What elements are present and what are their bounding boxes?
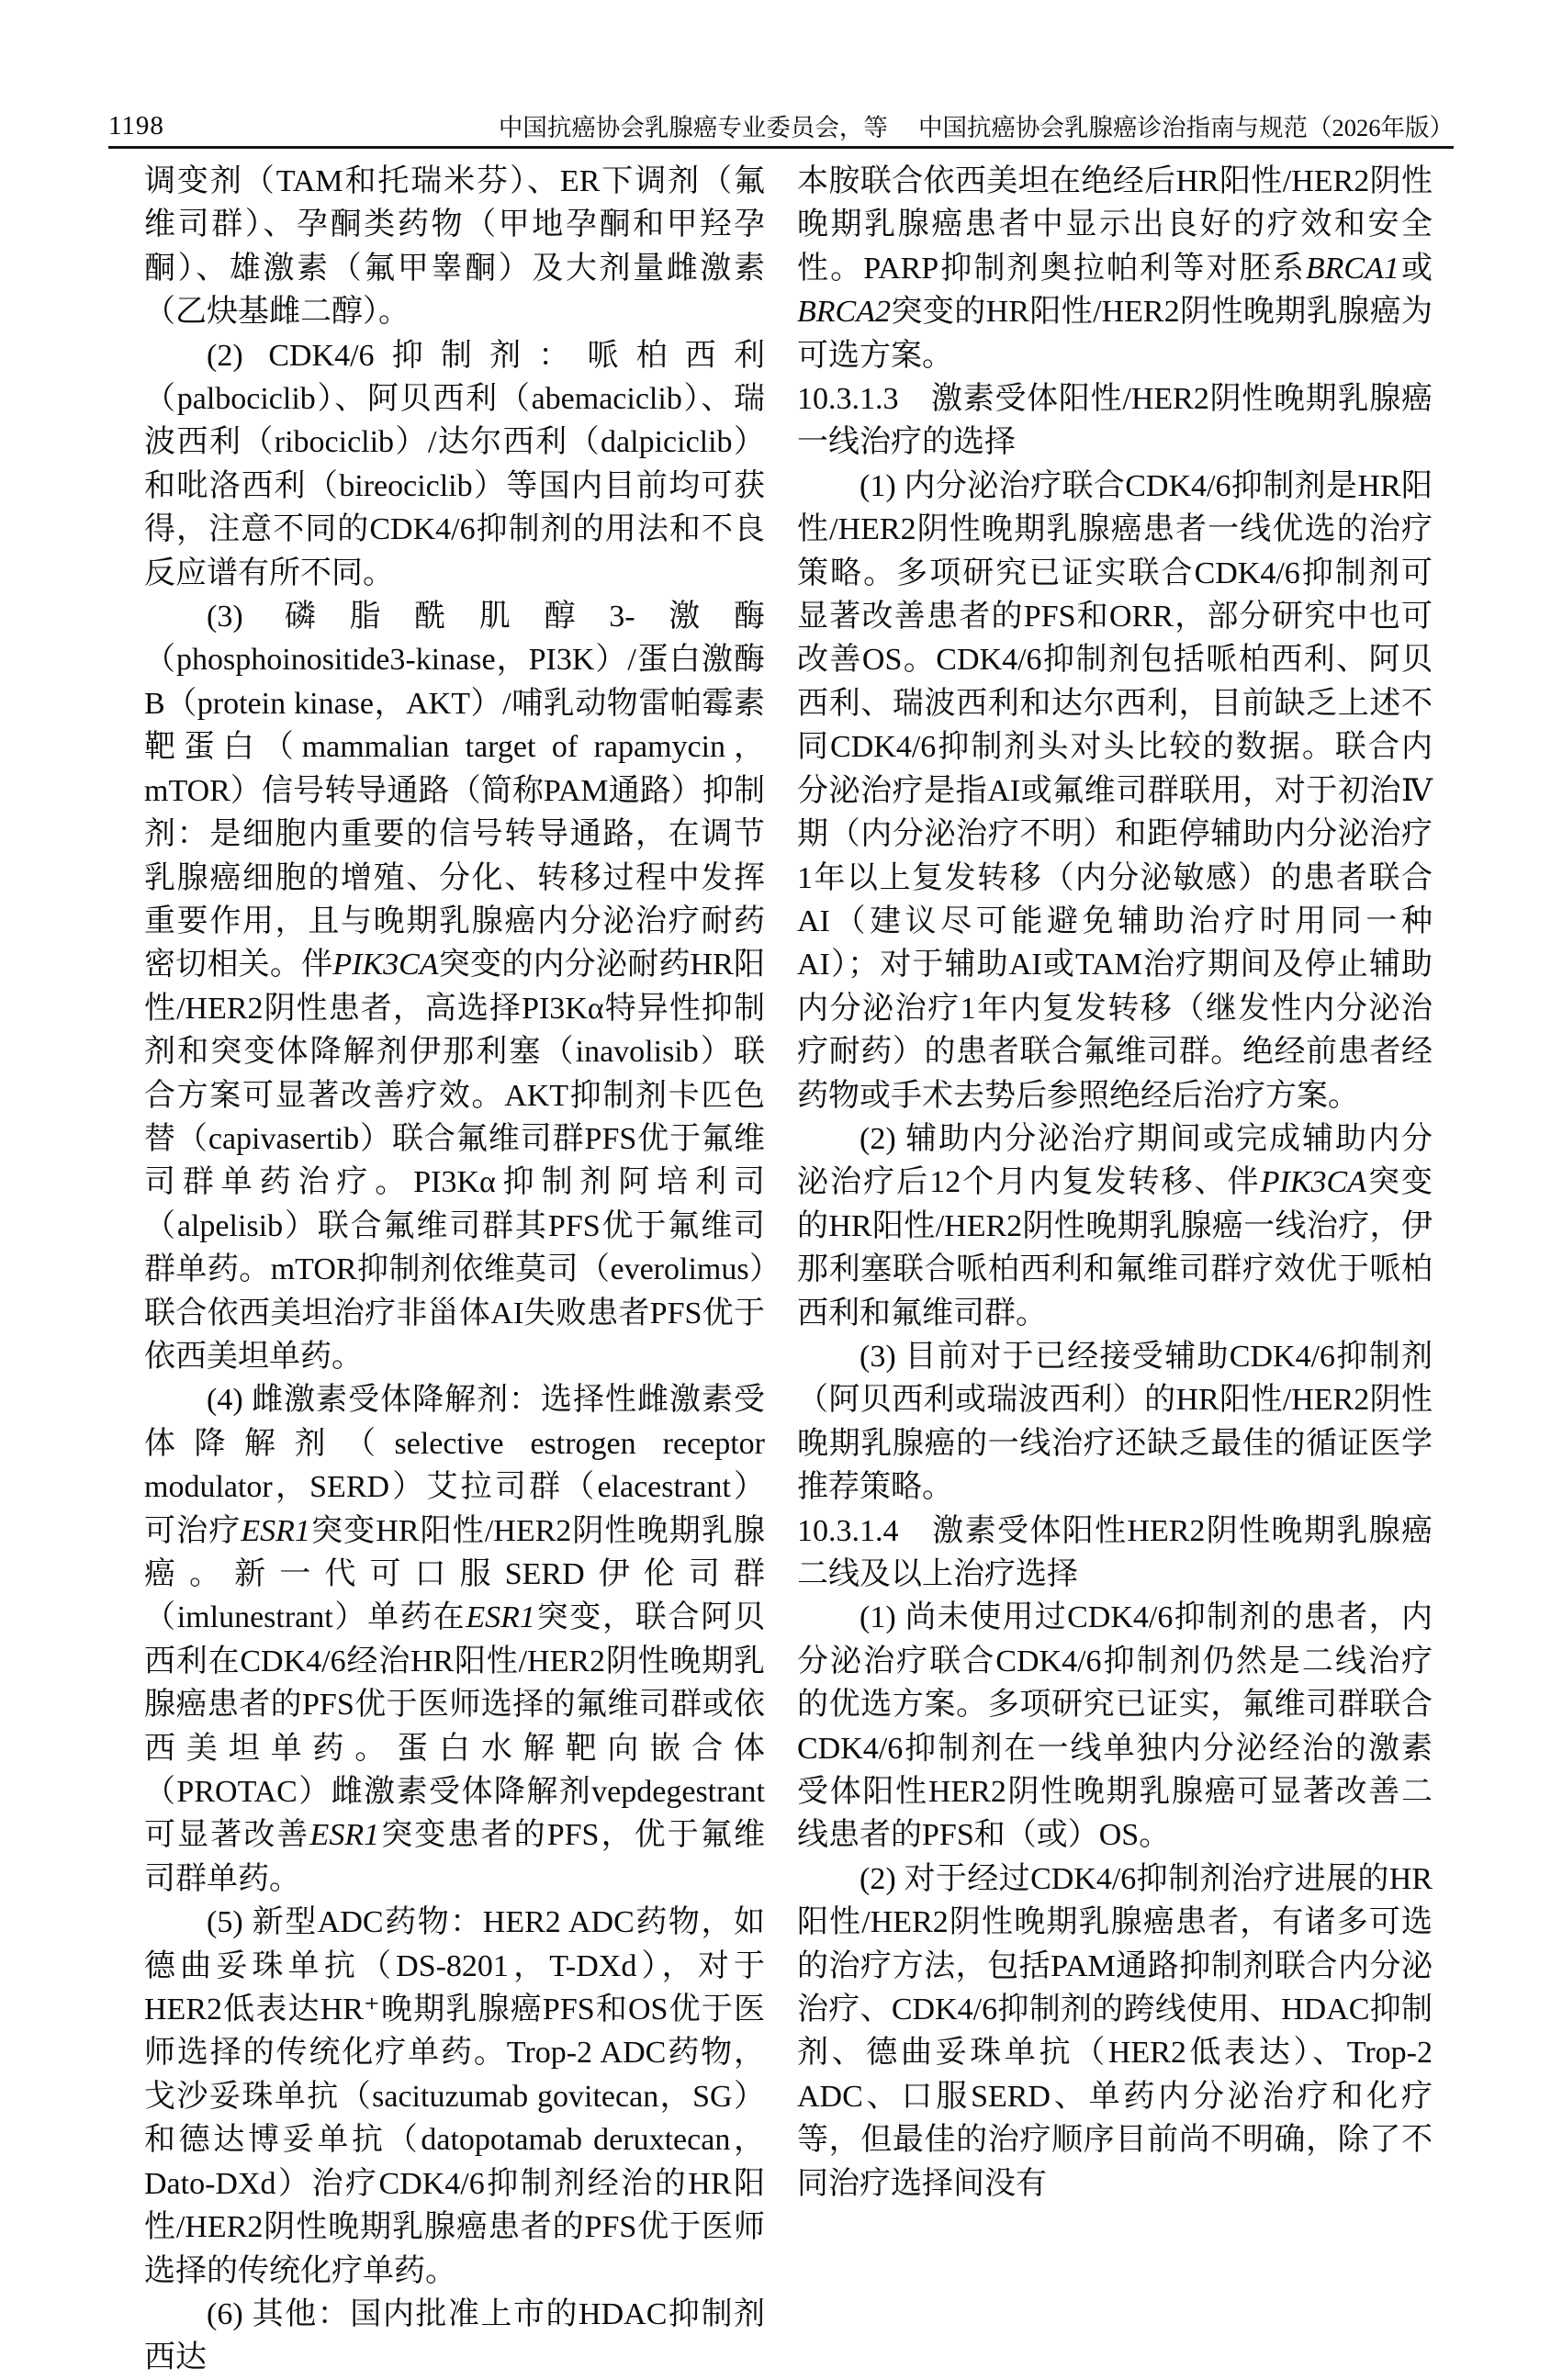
left-column bbox=[144, 160, 765, 2380]
paragraph bbox=[144, 1901, 765, 2293]
text-run: 突变，联合阿贝西利在CDK4/6经治HR阳性/HER2阴性晚期乳腺癌患者的PFS优于医师选择的氟维司群或依西美坦单药。蛋白水解靶向嵌合体（PROTAC）雌激素受体降解剂vepdegestrant可显著改善 bbox=[144, 1600, 765, 1853]
text-run: 10.3.1.3 激素受体阳性/HER2阴性晚期乳腺癌一线治疗的选择 bbox=[797, 382, 1433, 460]
text-run: (3) 目前对于已经接受辅助CDK4/6抑制剂（阿贝西利或瑞波西利）的HR阳性/HER2阴性晚期乳腺癌的一线治疗还缺乏最佳的循证医学推荐策略。 bbox=[797, 1339, 1433, 1505]
paragraph-fragment bbox=[144, 2293, 765, 2380]
text-run: 突变的内分泌耐药HR阳性/HER2阴性患者，高选择PI3Kα特异性抑制剂和突变体降解剂伊那利塞（inavolisib）联合方案可显著改善疗效。AKT抑制剂卡匹色替（capivasertib）联合氟维司群PFS优于氟维司群单药治疗。PI3Kα抑制剂阿培利司（alpelisib）联合氟维司群其PFS优于氟维司群单药。mTOR抑制剂依维莫司（everolimus）联合依西美坦治疗非甾体AI失败患者PFS优于依西美坦单药。 bbox=[144, 948, 766, 1374]
text-columns bbox=[144, 160, 1439, 2380]
text-run: (2) 对于经过CDK4/6抑制剂治疗进展的HR阳性/HER2阴性晚期乳腺癌患者，有诸多可选的治疗方法，包括PAM通路抑制剂联合内分泌治疗、CDK4/6抑制剂的跨线使用、HDAC抑制剂、德曲妥珠单抗（HER2低表达）、Trop-2 ADC、口服SERD、单药内分泌治疗和化疗等，但最佳的治疗顺序目前尚不明确，除了不同治疗选择间没有 bbox=[797, 1861, 1433, 2201]
text-run: 突变患者的PFS，优于氟维司群单药。 bbox=[144, 1818, 766, 1896]
gene-name: ESR1 bbox=[241, 1513, 310, 1548]
text-run: 突变的HR阳性/HER2阴性晚期乳腺癌一线治疗，伊那利塞联合哌柏西利和氟维司群疗效优于哌柏西利和氟维司群。 bbox=[797, 1165, 1433, 1330]
gene-name: PIK3CA bbox=[332, 948, 439, 982]
text-run: 本胺联合依西美坦在绝经后HR阳性/HER2阴性晚期乳腺癌患者中显示出良好的疗效和安全性。PARP抑制剂奥拉帕利等对胚系 bbox=[797, 164, 1433, 286]
gene-name: ESR1 bbox=[466, 1600, 535, 1635]
paragraph bbox=[797, 465, 1433, 1117]
paragraph bbox=[797, 1335, 1433, 1510]
paragraph bbox=[144, 334, 765, 595]
gene-name: BRCA2 bbox=[797, 295, 891, 330]
text-run: (5) 新型ADC药物：HER2 ADC药物，如德曲妥珠单抗（DS-8201，T-DXd），对于HER2低表达HR⁺晚期乳腺癌PFS和OS优于医师选择的传统化疗单药。Trop-2 ADC药物，戈沙妥珠单抗（sacituzumab govitecan，SG）和德达博妥单抗（datopotamab deruxtecan，Dato-DXd）治疗CDK4/6抑制剂经治的HR阳性/HER2阴性晚期乳腺癌患者的PFS优于医师选择的传统化疗单药。 bbox=[144, 1905, 765, 2288]
text-run: (6) 其他：国内批准上市的HDAC抑制剂西达 bbox=[144, 2296, 765, 2375]
paragraph bbox=[144, 595, 765, 1378]
paragraph-continuation bbox=[144, 160, 765, 334]
paragraph-fragment bbox=[797, 1858, 1433, 2206]
text-run: (1) 内分泌治疗联合CDK4/6抑制剂是HR阳性/HER2阴性晚期乳腺癌患者一线优选的治疗策略。多项研究已证实联合CDK4/6抑制剂可显著改善患者的PFS和ORR，部分研究中也可改善OS。CDK4/6抑制剂包括哌柏西利、阿贝西利、瑞波西利和达尔西利，目前缺乏上述不同CDK4/6抑制剂头对头比较的数据。联合内分泌治疗是指AI或氟维司群联用，对于初治Ⅳ期（内分泌治疗不明）和距停辅助内分泌治疗1年以上复发转移（内分泌敏感）的患者联合AI（建议尽可能避免辅助治疗时用同一种AI）；对于辅助AI或TAM治疗期间及停止辅助内分泌治疗1年内复发转移（继发性内分泌治疗耐药）的患者联合氟维司群。绝经前患者经药物或手术去势后参照绝经后治疗方案。 bbox=[797, 468, 1433, 1113]
paragraph-continuation bbox=[797, 160, 1433, 377]
text-run: 突变的HR阳性/HER2阴性晚期乳腺癌为可选方案。 bbox=[797, 295, 1433, 373]
gene-name: ESR1 bbox=[309, 1818, 380, 1853]
text-run: (2) CDK4/6抑制剂：哌柏西利（palbociclib）、阿贝西利（abemaciclib）、瑞波西利（ribociclib）/达尔西利（dalpiciclib）和吡洛西利（bireociclib）等国内目前均可获得，注意不同的CDK4/6抑制剂的用法和不良反应谱有所不同。 bbox=[144, 338, 765, 590]
text-run: (2) 辅助内分泌治疗期间或完成辅助内分泌治疗后12个月内复发转移、伴 bbox=[797, 1121, 1433, 1200]
page-number: 1198 bbox=[108, 111, 164, 141]
text-run: 10.3.1.4 激素受体阳性HER2阴性晚期乳腺癌二线及以上治疗选择 bbox=[797, 1513, 1433, 1591]
paragraph bbox=[797, 1117, 1433, 1335]
section-heading bbox=[797, 377, 1433, 465]
right-column bbox=[797, 160, 1433, 2380]
gene-name: BRCA1 bbox=[1305, 251, 1399, 286]
paragraph bbox=[144, 1378, 765, 1901]
paragraph bbox=[797, 1596, 1433, 1857]
text-run: (1) 尚未使用过CDK4/6抑制剂的患者，内分泌治疗联合CDK4/6抑制剂仍然是二线治疗的优选方案。多项研究已证实，氟维司群联合CDK4/6抑制剂在一线单独内分泌经治的激素受体阳性HER2阴性晚期乳腺癌可显著改善二线患者的PFS和（或）OS。 bbox=[797, 1600, 1433, 1853]
text-run: (4) 雌激素受体降解剂：选择性雌激素受体降解剂（selective estrogen receptor modulator，SERD）艾拉司群（elacestrant）可治疗 bbox=[144, 1383, 765, 1548]
page-header bbox=[108, 107, 1454, 149]
text-run: 突变HR阳性/HER2阴性晚期乳腺癌。新一代可口服SERD伊伦司群（imlunestrant）单药在 bbox=[144, 1513, 765, 1635]
running-title: 中国抗癌协会乳腺癌专业委员会，等 中国抗癌协会乳腺癌诊治指南与规范（2026年版） bbox=[498, 113, 1454, 141]
gene-name: PIK3CA bbox=[1260, 1165, 1366, 1200]
section-heading bbox=[797, 1510, 1433, 1597]
text-run: (3) 磷脂酰肌醇3-激酶（phosphoinositide3-kinase，PI3K）/蛋白激酶B（protein kinase，AKT）/哺乳动物雷帕霉素靶蛋白（mammalian target of rapamycin，mTOR）信号转导通路（简称PAM通路）抑制剂：是细胞内重要的信号转导通路，在调节乳腺癌细胞的增殖、分化、转移过程中发挥重要作用，且与晚期乳腺癌内分泌治疗耐药密切相关。伴 bbox=[144, 600, 765, 982]
text-run: 调变剂（TAM和托瑞米芬）、ER下调剂（氟维司群）、孕酮类药物（甲地孕酮和甲羟孕酮）、雄激素（氟甲睾酮）及大剂量雌激素（乙炔基雌二醇）。 bbox=[144, 164, 765, 330]
text-run: 或 bbox=[1399, 251, 1433, 286]
